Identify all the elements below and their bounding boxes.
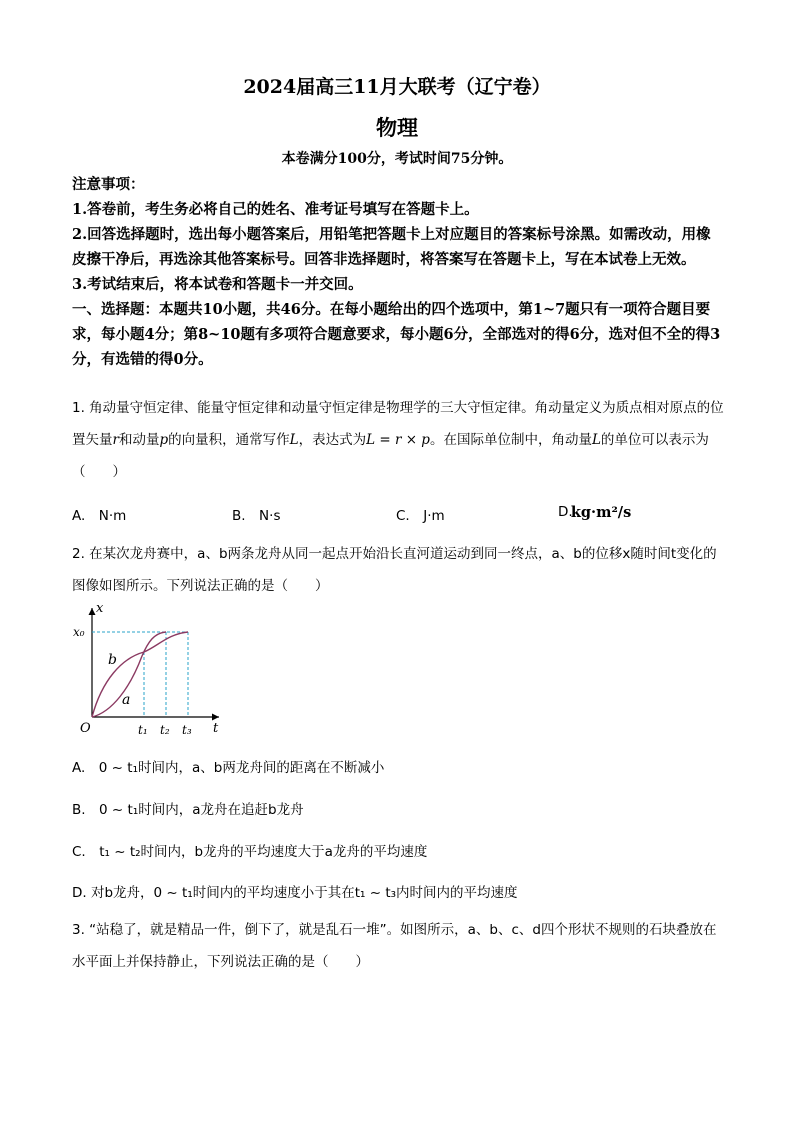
q1-text-6: 的单位可以表示为（ ） bbox=[72, 432, 709, 480]
t3-label: t₃ bbox=[182, 723, 192, 737]
q1-text-2: 和动量 bbox=[118, 432, 160, 448]
question-1 bbox=[72, 392, 724, 488]
subject-title: 物理 bbox=[376, 115, 418, 140]
section-heading: 一、选择题：本题共10小题，共46分。在每小题给出的四个选项中，第1~7题只有一项符合题目要求，每小题4分；第8~10题有多项符合题意要求，每小题6分，全部选对的得6分，选对但不全的得3分，有选错的得0分。 bbox=[72, 301, 721, 368]
t-axis-label: t bbox=[213, 721, 219, 736]
notes-block bbox=[72, 172, 724, 372]
t1-label: t₁ bbox=[138, 723, 148, 737]
q1-formula: L = r × p bbox=[366, 432, 430, 448]
note-2: 2.回答选择题时，选出每小题答案后，用铅笔把答题卡上对应题目的答案标号涂黑。如需改动，用橡皮擦干净后，再选涂其他答案标号。回答非选择题时，将答案写在答题卡上，写在本试卷上无效。 bbox=[72, 226, 711, 268]
q1-option-d-unit: kg·m²/s bbox=[570, 504, 632, 521]
note-3: 3.考试结束后，将本试卷和答题卡一并交回。 bbox=[72, 276, 363, 293]
exam-title: 2024届高三11月大联考（辽宁卷） bbox=[243, 76, 551, 98]
q1-option-a: A. N·m bbox=[72, 508, 127, 524]
question-2: 2. 在某次龙舟赛中，a、b两条龙舟从同一起点开始沿长直河道运动到同一终点，a、b的位移x随时间t变化的图像如图所示。下列说法正确的是（ ） bbox=[72, 546, 717, 594]
q1-option-d bbox=[558, 504, 631, 521]
q1-vector-L: L bbox=[289, 432, 299, 448]
x-axis-label: x bbox=[96, 601, 104, 616]
x0-label: x₀ bbox=[73, 625, 85, 639]
q1-option-d-prefix: D. bbox=[558, 504, 573, 520]
q1-text-3: 的向量积，通常写作 bbox=[168, 432, 290, 448]
q1-vector-L-2: L bbox=[591, 432, 601, 448]
t2-label: t₂ bbox=[160, 723, 170, 737]
note-1: 1.答卷前，考生务必将自己的姓名、准考证号填写在答题卡上。 bbox=[72, 201, 479, 218]
q2-option-a: A. 0 ~ t₁时间内，a、b两龙舟间的距离在不断减小 bbox=[72, 760, 385, 776]
question-3: 3. “站稳了，就是精品一件，倒下了，就是乱石一堆”。如图所示，a、b、c、d四个形状不规则的石块叠放在水平面上并保持静止，下列说法正确的是（ ） bbox=[72, 922, 717, 970]
q2-option-b: B. 0 ~ t₁时间内，a龙舟在追赶b龙舟 bbox=[72, 802, 304, 818]
q1-option-b: B. N·s bbox=[232, 508, 281, 524]
curve-a-label: a bbox=[122, 692, 131, 708]
curve-b-label: b bbox=[108, 652, 117, 668]
q1-text-4: ，表达式为 bbox=[298, 432, 367, 448]
q2-option-c: C. t₁ ~ t₂时间内，b龙舟的平均速度大于a龙舟的平均速度 bbox=[72, 844, 428, 860]
exam-info: 本卷满分100分，考试时间75分钟。 bbox=[281, 151, 513, 167]
origin-label: O bbox=[80, 721, 91, 736]
displacement-time-graph bbox=[72, 600, 232, 740]
q1-text-5: 。在国际单位制中，角动量 bbox=[429, 432, 592, 448]
notes-heading: 注意事项： bbox=[72, 176, 145, 193]
q1-option-c: C. J·m bbox=[396, 508, 445, 524]
q1-text-1: 1. 角动量守恒定律、能量守恒定律和动量守恒定律是物理学的三大守恒定律。角动量定义为质点相对原点的位置矢量 bbox=[72, 400, 724, 448]
q2-option-d: D. 对b龙舟，0 ~ t₁时间内的平均速度小于其在t₁ ~ t₃内时间内的平均速度 bbox=[72, 885, 518, 901]
q1-vector-r: r bbox=[112, 432, 119, 448]
curve-b bbox=[92, 632, 188, 717]
q1-vector-p: p bbox=[159, 432, 169, 448]
